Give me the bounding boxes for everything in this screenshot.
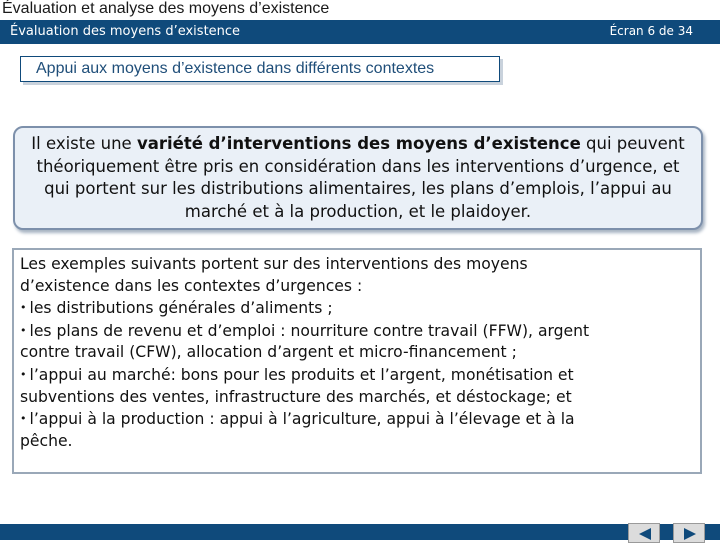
intro-text (15, 128, 701, 223)
examples-panel (12, 248, 702, 474)
triangle-right-icon (683, 528, 697, 540)
footer-bar (0, 524, 720, 540)
list-item-continuation: pêche. (20, 431, 73, 450)
intro-text-end: qui peuvent théoriquement être pris en considération dans les interventions d’urgence, et qui portent sur les distributions alimentaires, les plans d’emplois, l’appui au marché et à la production, et le plaidoyer. (36, 134, 685, 221)
bullet-icon: • (20, 412, 27, 426)
list-item-continuation: contre travail (CFW), allocation d’argent et micro-financement ; (20, 343, 517, 362)
intro-text-start: Il existe une (31, 134, 137, 153)
bullet-icon: • (20, 323, 27, 337)
topic-label: Appui aux moyens d’existence dans différents contextes (20, 56, 500, 82)
triangle-left-icon (638, 528, 652, 540)
examples-intro-line: Les exemples suivants portent sur des interventions des moyens (20, 255, 528, 273)
screen-counter: Écran 6 de 34 (609, 24, 693, 38)
list-item-text: l’appui au marché: bons pour les produits et l’argent, monétisation et (29, 365, 574, 384)
module-title: Évaluation et analyse des moyens d’existence (0, 0, 720, 20)
list-item-text: les distributions générales d’aliments ; (29, 299, 333, 318)
list-item-text: les plans de revenu et d’emploi : nourriture contre travail (FFW), argent (29, 321, 590, 340)
bullet-icon: • (20, 367, 27, 381)
previous-screen-button[interactable] (628, 523, 660, 543)
list-item (20, 297, 694, 320)
intro-callout (13, 126, 703, 230)
list-item (20, 320, 694, 343)
list-item-text: l’appui à la production : appui à l’agriculture, appui à l’élevage et à la (29, 410, 575, 429)
examples-intro-line: d’existence dans les contextes d’urgences : (20, 276, 363, 295)
list-item (20, 408, 694, 431)
list-item (20, 364, 694, 387)
section-title: Évaluation des moyens d’existence (10, 24, 241, 39)
intro-text-bold: variété d’interventions des moyens d’existence (136, 134, 581, 153)
bullet-icon: • (20, 301, 27, 315)
next-screen-button[interactable] (673, 523, 705, 543)
list-item-continuation: subventions des ventes, infrastructure des marchés, et déstockage; et (20, 387, 572, 406)
header-bar (0, 20, 720, 44)
